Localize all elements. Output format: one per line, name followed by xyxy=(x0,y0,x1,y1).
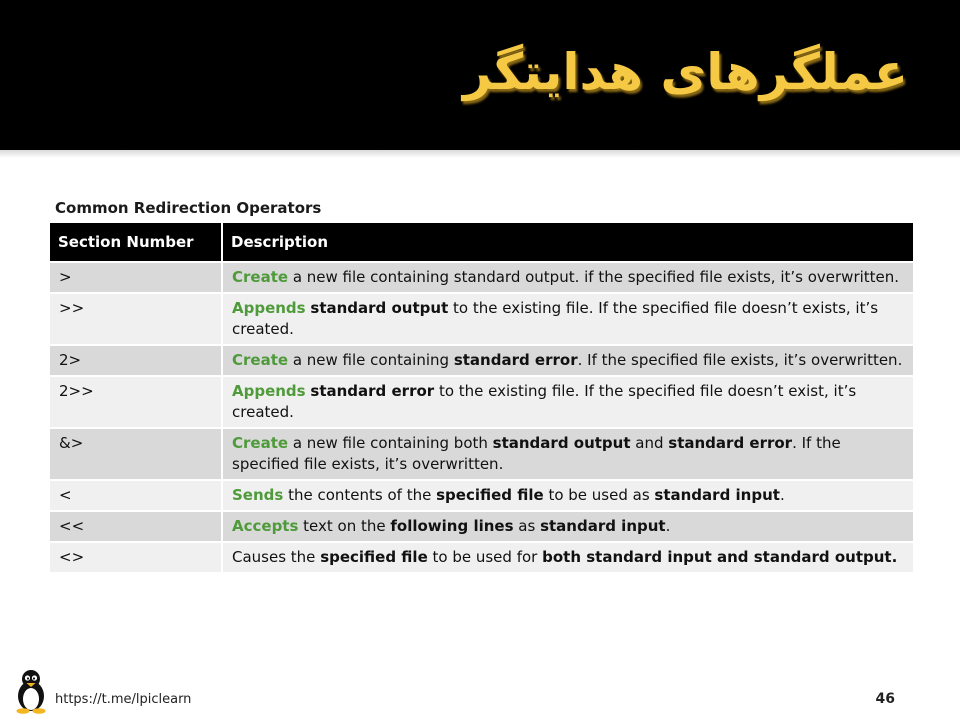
table-row xyxy=(50,480,913,511)
operator-cell: < xyxy=(50,480,222,511)
description-cell xyxy=(222,542,913,572)
table-row xyxy=(50,262,913,293)
description-verb: Create xyxy=(232,268,289,286)
description-cell xyxy=(222,480,913,511)
description-text: a new file containing standard output. if the specified file exists, it’s overwritten. xyxy=(288,268,900,286)
operator-cell: > xyxy=(50,262,222,293)
description-cell xyxy=(222,376,913,428)
description-text: the contents of the xyxy=(283,486,437,504)
operator-cell: << xyxy=(50,511,222,542)
footer-url-link[interactable]: https://t.me/lpiclearn xyxy=(55,692,192,707)
tux-penguin-icon xyxy=(12,668,50,714)
description-text: to be used for xyxy=(427,548,543,566)
description-text: as xyxy=(513,517,541,535)
description-verb: Appends xyxy=(232,299,306,317)
description-emphasis: specified file xyxy=(436,486,544,504)
table-header-row xyxy=(50,223,913,262)
description-verb: Sends xyxy=(232,486,284,504)
table-row xyxy=(50,376,913,428)
description-emphasis: standard error xyxy=(310,382,435,400)
description-emphasis: standard input xyxy=(654,486,780,504)
table-body xyxy=(50,262,913,572)
description-emphasis: following lines xyxy=(390,517,514,535)
operator-cell: 2>> xyxy=(50,376,222,428)
table-caption: Common Redirection Operators xyxy=(55,199,322,217)
description-emphasis: both standard input and standard output. xyxy=(542,548,898,566)
operator-cell: >> xyxy=(50,293,222,345)
description-text: to the existing file. If the specified file doesn’t exists, it’s created. xyxy=(232,299,879,338)
description-text: . If the specified file exists, it’s overwritten. xyxy=(577,351,903,369)
description-cell xyxy=(222,511,913,542)
header-description: Description xyxy=(222,223,913,262)
description-verb: Create xyxy=(232,351,289,369)
description-emphasis: specified file xyxy=(320,548,428,566)
operator-cell: 2> xyxy=(50,345,222,376)
description-text: Causes the xyxy=(232,548,321,566)
description-emphasis: standard output xyxy=(310,299,449,317)
description-cell xyxy=(222,428,913,480)
table-row xyxy=(50,542,913,572)
description-emphasis: standard error xyxy=(668,434,793,452)
description-text: a new file containing xyxy=(288,351,454,369)
header-divider xyxy=(0,150,960,158)
description-cell xyxy=(222,293,913,345)
description-verb: Appends xyxy=(232,382,306,400)
description-text: . xyxy=(665,517,671,535)
description-cell xyxy=(222,345,913,376)
slide-title: عملگرهای هدایتگر xyxy=(463,43,908,101)
description-emphasis: standard error xyxy=(453,351,578,369)
table-row xyxy=(50,293,913,345)
description-text: . xyxy=(779,486,785,504)
operator-cell: &> xyxy=(50,428,222,480)
description-cell xyxy=(222,262,913,293)
description-emphasis: standard input xyxy=(540,517,666,535)
description-verb: Accepts xyxy=(232,517,299,535)
redirection-operators-table xyxy=(50,223,913,572)
description-verb: Create xyxy=(232,434,289,452)
description-emphasis: standard output xyxy=(492,434,631,452)
header-section-number: Section Number xyxy=(50,223,222,262)
description-text: to the existing file. If the specified file doesn’t exist, it’s created. xyxy=(232,382,857,421)
table-row xyxy=(50,511,913,542)
description-text: to be used as xyxy=(543,486,655,504)
description-text: . If the specified file exists, it’s overwritten. xyxy=(232,434,841,473)
description-text: text on the xyxy=(298,517,391,535)
operator-cell: <> xyxy=(50,542,222,572)
table-row xyxy=(50,428,913,480)
description-text: and xyxy=(630,434,669,452)
page-number: 46 xyxy=(875,691,895,707)
table-row xyxy=(50,345,913,376)
description-text: a new file containing both xyxy=(288,434,493,452)
